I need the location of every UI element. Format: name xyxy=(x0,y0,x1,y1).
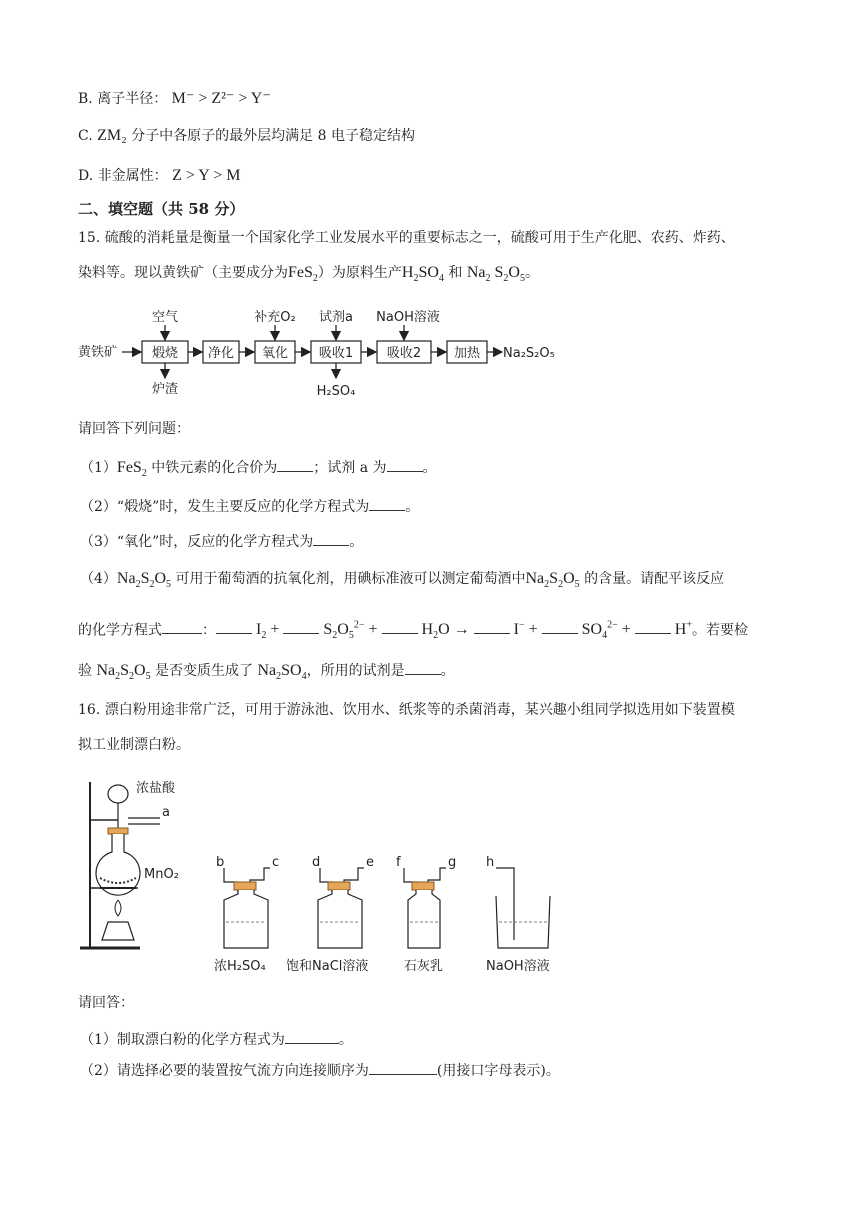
q15-intro-line1: 15. 硫酸的消耗量是衡量一个国家化学工业发展水平的重要标志之一，硫酸可用于生产化肥、农药、炸药、 xyxy=(78,230,735,246)
formula-na2s2o5-c: $Na_2S_2O_5$ xyxy=(96,662,151,683)
q15-sub1 xyxy=(80,457,437,484)
option-b xyxy=(78,89,271,109)
flame-icon xyxy=(115,900,121,916)
q16-sub2-text: （2）请选择必要的装置按气流方向连接顺序为 xyxy=(80,1063,369,1079)
formula-s2o5: $S_2O_5^{2-}$ + xyxy=(319,620,382,642)
formula-hplus: H+ xyxy=(670,620,692,639)
coefficient-blank[interactable] xyxy=(382,619,418,634)
sub4-colon: ： xyxy=(202,622,216,639)
flow-step-purify-label: 净化 xyxy=(207,346,235,361)
sub1-text-c: ；试剂 a 为 xyxy=(313,460,387,476)
port-d-label: d xyxy=(312,855,321,870)
burner-icon xyxy=(102,922,134,940)
flow-output-product: Na₂S₂O₅ xyxy=(503,346,555,361)
answer-blank[interactable] xyxy=(369,1060,437,1075)
formula-na2s2o5-a: $Na_2S_2O_5$ xyxy=(116,570,172,591)
flow-start-label: 黄铁矿 xyxy=(78,345,118,360)
label-bottle-1: 浓H₂SO₄ xyxy=(214,959,266,974)
flow-step-absorb1-label: 吸收1 xyxy=(318,346,354,361)
sub4-line3-c: ，所用的试剂是 xyxy=(306,663,405,679)
sub4-text-c: 的含量。请配平该反应 xyxy=(584,571,725,587)
port-g-label: g xyxy=(448,855,457,870)
option-d-label: D. 非金属性： xyxy=(78,168,168,184)
q15-sub3 xyxy=(80,531,363,552)
sub4-line3-end: 。 xyxy=(440,663,455,679)
option-c-label: C. xyxy=(78,128,93,144)
formula-iodide: I− + xyxy=(509,620,542,639)
option-d-math: Z > Y > M xyxy=(172,167,241,184)
formula-na2s2o5-b: $Na_2S_2O_5$ xyxy=(525,570,580,591)
option-c-text: 分子中各原子的最外层均满足 8 电子稳定结构 xyxy=(131,128,415,144)
answer-blank[interactable] xyxy=(277,457,313,472)
label-conc-hcl: 浓盐酸 xyxy=(136,781,176,796)
q16-sub1-end: 。 xyxy=(338,1032,353,1048)
flow-step-absorb2-label: 吸收2 xyxy=(386,346,422,361)
label-mno2: MnO₂ xyxy=(144,867,179,882)
q16-intro-line2: 拟工业制漂白粉。 xyxy=(78,737,190,753)
formula-so4: $SO_4^{2-}$ + xyxy=(577,620,635,642)
formula-i2: $I_2$ + xyxy=(252,621,284,642)
q15-sub4-line3 xyxy=(78,660,455,687)
formula-na2so4: $Na_2SO_4$ xyxy=(257,662,307,683)
label-bottle-3: 石灰乳 xyxy=(404,959,444,974)
section-heading: 二、填空题（共 58 分） xyxy=(78,200,245,218)
port-f-label: f xyxy=(396,855,401,870)
sub2-end: 。 xyxy=(405,499,420,515)
q16-sub1-text: （1）制取漂白粉的化学方程式为 xyxy=(80,1032,285,1048)
option-d xyxy=(78,166,241,186)
option-b-label: B. 离子半径： xyxy=(78,91,168,107)
wash-bottle-1 xyxy=(214,855,279,974)
q15-intro-line2: 染料等。现以黄铁矿（主要成分为FeS$_2$）为原料生产$H_2SO_4$ 和 $Na_2$ $S_2O_5$。 xyxy=(78,264,539,285)
sub4-line2-text: 的化学方程式 xyxy=(78,622,162,639)
port-b-label: b xyxy=(216,855,225,870)
formula-fes2-sub1: FeS$_2$ xyxy=(116,459,147,480)
flow-input-naoh: NaOH溶液 xyxy=(376,310,440,325)
option-c xyxy=(78,126,415,146)
answer-blank[interactable] xyxy=(405,660,441,675)
q16-sub2 xyxy=(80,1060,560,1081)
formula-fes2: FeS$_2$ xyxy=(288,264,318,285)
q15-sub4-line1 xyxy=(80,569,724,595)
q15-prompt: 请回答下列问题： xyxy=(78,421,190,437)
coefficient-blank[interactable] xyxy=(635,619,671,634)
flow-output-h2so4: H₂SO₄ xyxy=(316,384,356,399)
q16-prompt: 请回答： xyxy=(78,995,134,1011)
q16-sub2-end: (用接口字母表示)。 xyxy=(436,1063,560,1079)
coefficient-blank[interactable] xyxy=(542,619,578,634)
flow-step-heat-label: 加热 xyxy=(453,346,481,361)
option-b-math: M⁻ > Z²⁻ > Y⁻ xyxy=(171,90,271,107)
sub2-text: （2）“煅烧”时，发生主要反应的化学方程式为 xyxy=(80,499,370,515)
funnel-icon xyxy=(108,785,128,803)
label-beaker: NaOH溶液 xyxy=(486,959,550,974)
flask-icon xyxy=(96,834,140,895)
sub4-line3-a: 验 xyxy=(78,663,92,679)
port-a-label: a xyxy=(162,805,170,820)
sub1-end: 。 xyxy=(422,460,437,476)
sub4-tail: 。若要检 xyxy=(691,622,748,639)
coefficient-blank[interactable] xyxy=(474,619,510,634)
port-h-label: h xyxy=(486,855,495,870)
flow-input-air: 空气 xyxy=(151,310,179,325)
stopper-icon xyxy=(108,828,128,834)
beaker xyxy=(486,855,550,974)
sub3-end: 。 xyxy=(349,534,364,550)
formula-h2so4: $H_2SO_4$ xyxy=(401,264,444,285)
port-e-label: e xyxy=(366,855,374,870)
q15-intro-text-b: ）为原料生产 xyxy=(317,265,402,281)
port-c-label: c xyxy=(272,855,280,870)
wash-bottle-2 xyxy=(286,855,374,974)
answer-blank[interactable] xyxy=(285,1029,339,1044)
answer-blank[interactable] xyxy=(313,531,349,546)
q15-sub2 xyxy=(80,496,419,517)
coefficient-blank[interactable] xyxy=(216,619,252,634)
option-c-formula: ZM₂ xyxy=(97,127,127,144)
flow-input-o2: 补充O₂ xyxy=(254,310,296,325)
q16-sub1 xyxy=(80,1029,353,1050)
label-bottle-2: 饱和NaCl溶液 xyxy=(286,959,369,974)
answer-blank[interactable] xyxy=(387,457,423,472)
q15-intro-text-a: 染料等。现以黄铁矿（主要成分为 xyxy=(78,265,288,281)
answer-blank[interactable] xyxy=(369,496,405,511)
sub3-text: （3）“氧化”时，反应的化学方程式为 xyxy=(80,534,314,550)
flow-input-reagent-a: 试剂a xyxy=(319,310,353,325)
flow-step-oxidize-label: 氧化 xyxy=(261,346,289,361)
process-flow-diagram xyxy=(78,305,598,403)
q15-intro-text-c: 和 xyxy=(448,265,463,281)
sub4-number: （4） xyxy=(80,571,117,587)
answer-blank[interactable] xyxy=(162,619,202,634)
q15-sub4-line2 xyxy=(78,616,748,647)
flow-output-slag: 炉渣 xyxy=(151,382,179,397)
flow-step-calcine-label: 煅烧 xyxy=(151,346,179,361)
wash-bottle-3 xyxy=(396,855,456,974)
formula-h2o: $H_2O$ → xyxy=(417,621,474,642)
formula-na2s2o5: $Na_2$ $S_2O_5$ xyxy=(466,264,525,285)
sub1-number: （1） xyxy=(80,460,117,476)
apparatus-diagram xyxy=(78,772,578,978)
sub1-text-b: 中铁元素的化合价为 xyxy=(151,460,278,476)
coefficient-blank[interactable] xyxy=(283,619,319,634)
sub4-text-b: 可用于葡萄酒的抗氧化剂，用碘标准液可以测定葡萄酒中 xyxy=(175,571,526,587)
sub4-line3-b: 是否变质生成了 xyxy=(155,663,254,679)
q16-intro-line1: 16. 漂白粉用途非常广泛，可用于游泳池、饮用水、纸浆等的杀菌消毒，某兴趣小组同学拟选用如下装置模 xyxy=(78,702,735,718)
